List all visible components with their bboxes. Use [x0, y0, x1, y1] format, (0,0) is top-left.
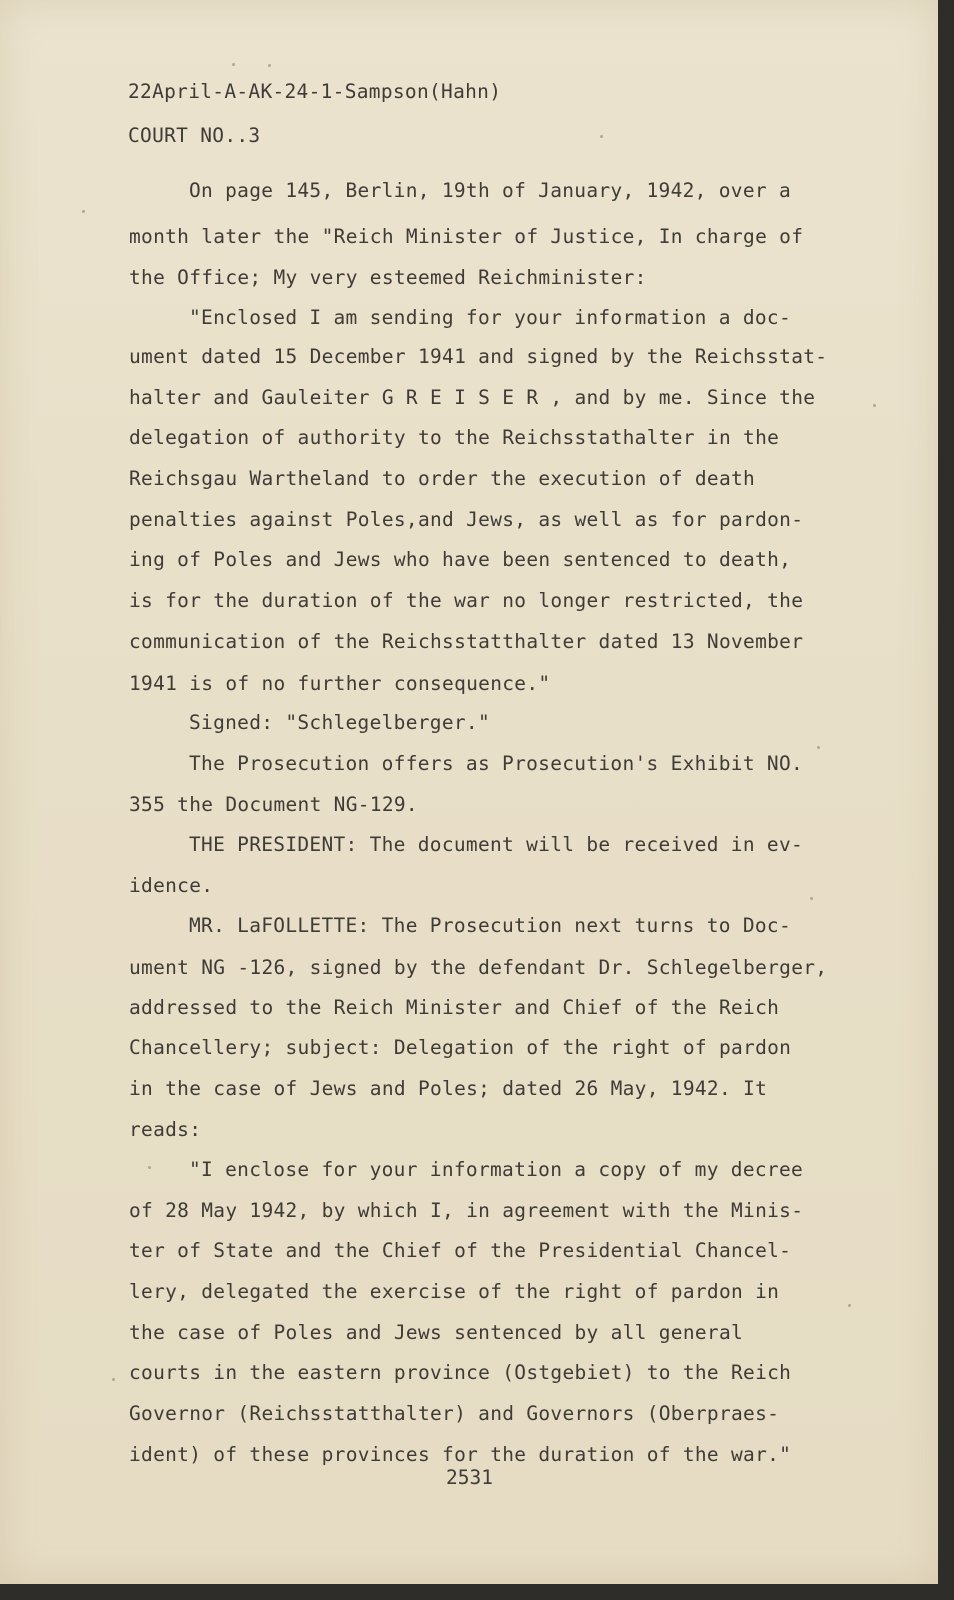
text-line: the case of Poles and Jews sentenced by all general: [129, 1321, 744, 1344]
text-line: Reichsgau Wartheland to order the execution of death: [129, 467, 756, 490]
text-line: addressed to the Reich Minister and Chief of the Reich: [129, 996, 780, 1019]
paper-speck: [600, 135, 603, 138]
text-line: is for the duration of the war no longer restricted, the: [129, 589, 804, 612]
signature-line: Signed: "Schlegelberger.": [189, 711, 490, 734]
text-line: "Enclosed I am sending for your information a doc-: [189, 306, 791, 329]
text-line: delegation of authority to the Reichsstathalter in the: [129, 426, 780, 449]
text-line: ident) of these provinces for the duration of the war.": [129, 1443, 792, 1466]
text-line: of 28 May 1942, by which I, in agreement with the Minis-: [129, 1199, 804, 1222]
paper-speck: [268, 64, 271, 67]
text-line: reads:: [129, 1118, 202, 1141]
text-line: lery, delegated the exercise of the right of pardon in: [129, 1280, 780, 1303]
court-number: COURT NO..3: [128, 124, 261, 147]
text-line: courts in the eastern province (Ostgebiet) to the Reich: [129, 1361, 792, 1384]
text-line: ument NG -126, signed by the defendant Dr. Schlegelberger,: [129, 956, 828, 979]
text-line: MR. LaFOLLETTE: The Prosecution next turns to Doc-: [189, 914, 791, 937]
text-line: 1941 is of no further consequence.": [129, 672, 551, 695]
paper-speck: [82, 210, 85, 213]
text-line: THE PRESIDENT: The document will be received in ev-: [189, 833, 804, 856]
text-line: in the case of Jews and Poles; dated 26 May, 1942. It: [129, 1077, 768, 1100]
paper-speck: [232, 63, 235, 66]
paper-speck: [112, 1378, 115, 1381]
text-line: On page 145, Berlin, 19th of January, 1942, over a: [189, 179, 791, 202]
scan-edge-bottom: [0, 1584, 954, 1600]
header-reference: 22April-A-AK-24-1-Sampson(Hahn): [128, 80, 502, 103]
paper-speck: [817, 746, 820, 749]
text-line: "I enclose for your information a copy of my decree: [189, 1158, 804, 1181]
text-line: the Office; My very esteemed Reichminister:: [129, 266, 647, 289]
text-line: ument dated 15 December 1941 and signed by the Reichsstat-: [129, 345, 828, 368]
text-line: The Prosecution offers as Prosecution's Exhibit NO.: [189, 752, 804, 775]
text-line: communication of the Reichsstatthalter dated 13 November: [129, 630, 804, 653]
text-line: Chancellery; subject: Delegation of the right of pardon: [129, 1036, 792, 1059]
text-line: penalties against Poles,and Jews, as well as for pardon-: [129, 508, 804, 531]
paper-speck: [848, 1304, 851, 1307]
paper-speck: [810, 897, 813, 900]
page-number: 2531: [446, 1466, 493, 1489]
scan-edge-right: [938, 0, 954, 1600]
text-line: Governor (Reichsstatthalter) and Governors (Oberpraes-: [129, 1402, 780, 1425]
paper-speck: [148, 1166, 151, 1169]
text-line: ter of State and the Chief of the Presidential Chancel-: [129, 1239, 792, 1262]
text-line: month later the "Reich Minister of Justice, In charge of: [129, 225, 804, 248]
paper-speck: [873, 404, 876, 407]
text-line: halter and Gauleiter G R E I S E R , and by me. Since the: [129, 386, 816, 409]
text-line: ing of Poles and Jews who have been sentenced to death,: [129, 548, 792, 571]
text-line: 355 the Document NG-129.: [129, 793, 418, 816]
text-line: idence.: [129, 874, 214, 897]
